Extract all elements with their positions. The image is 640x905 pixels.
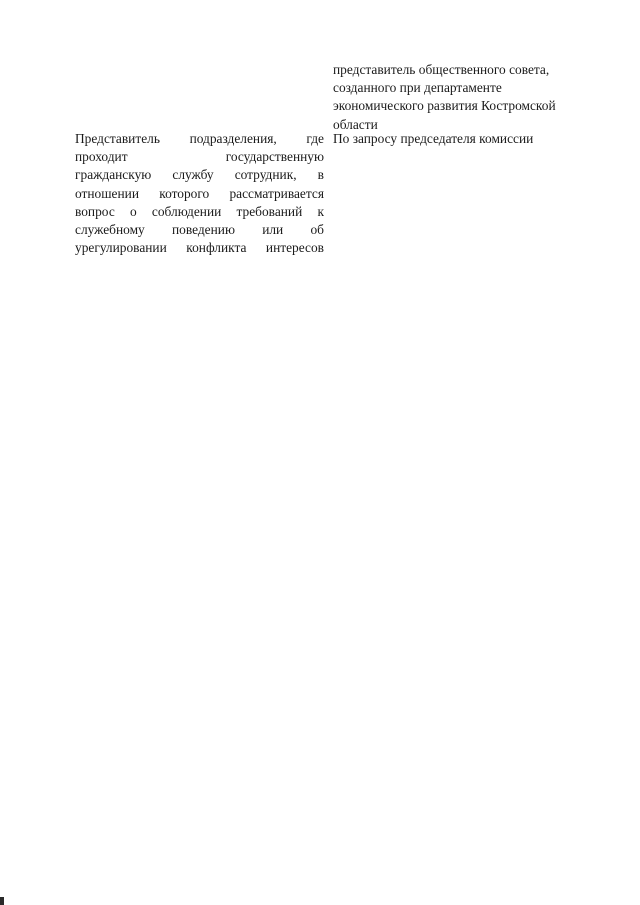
text-line: вопрос о соблюдении требований к bbox=[75, 203, 324, 219]
text-line: области bbox=[333, 116, 378, 132]
text-line: созданного при департаменте bbox=[333, 80, 502, 96]
text-line: урегулировании конфликта интересов bbox=[75, 240, 324, 256]
text-line: служебному поведению или об bbox=[75, 222, 324, 238]
text-line: экономического развития Костромской bbox=[333, 98, 556, 114]
text-line: По запросу председателя комиссии bbox=[333, 131, 534, 146]
text-line: гражданскую службу сотрудник, в bbox=[75, 167, 324, 183]
text-line: отношении которого рассматривается bbox=[75, 185, 324, 201]
table-cell-department-representative bbox=[75, 130, 324, 257]
table-cell-public-council-representative bbox=[333, 61, 593, 134]
text-line: представитель общественного совета, bbox=[333, 62, 550, 77]
text-line: Представитель подразделения, где bbox=[75, 131, 324, 146]
text-line: проходит государственную bbox=[75, 149, 324, 165]
scan-artifact-mark bbox=[0, 897, 4, 905]
table-cell-request-condition bbox=[333, 130, 593, 148]
